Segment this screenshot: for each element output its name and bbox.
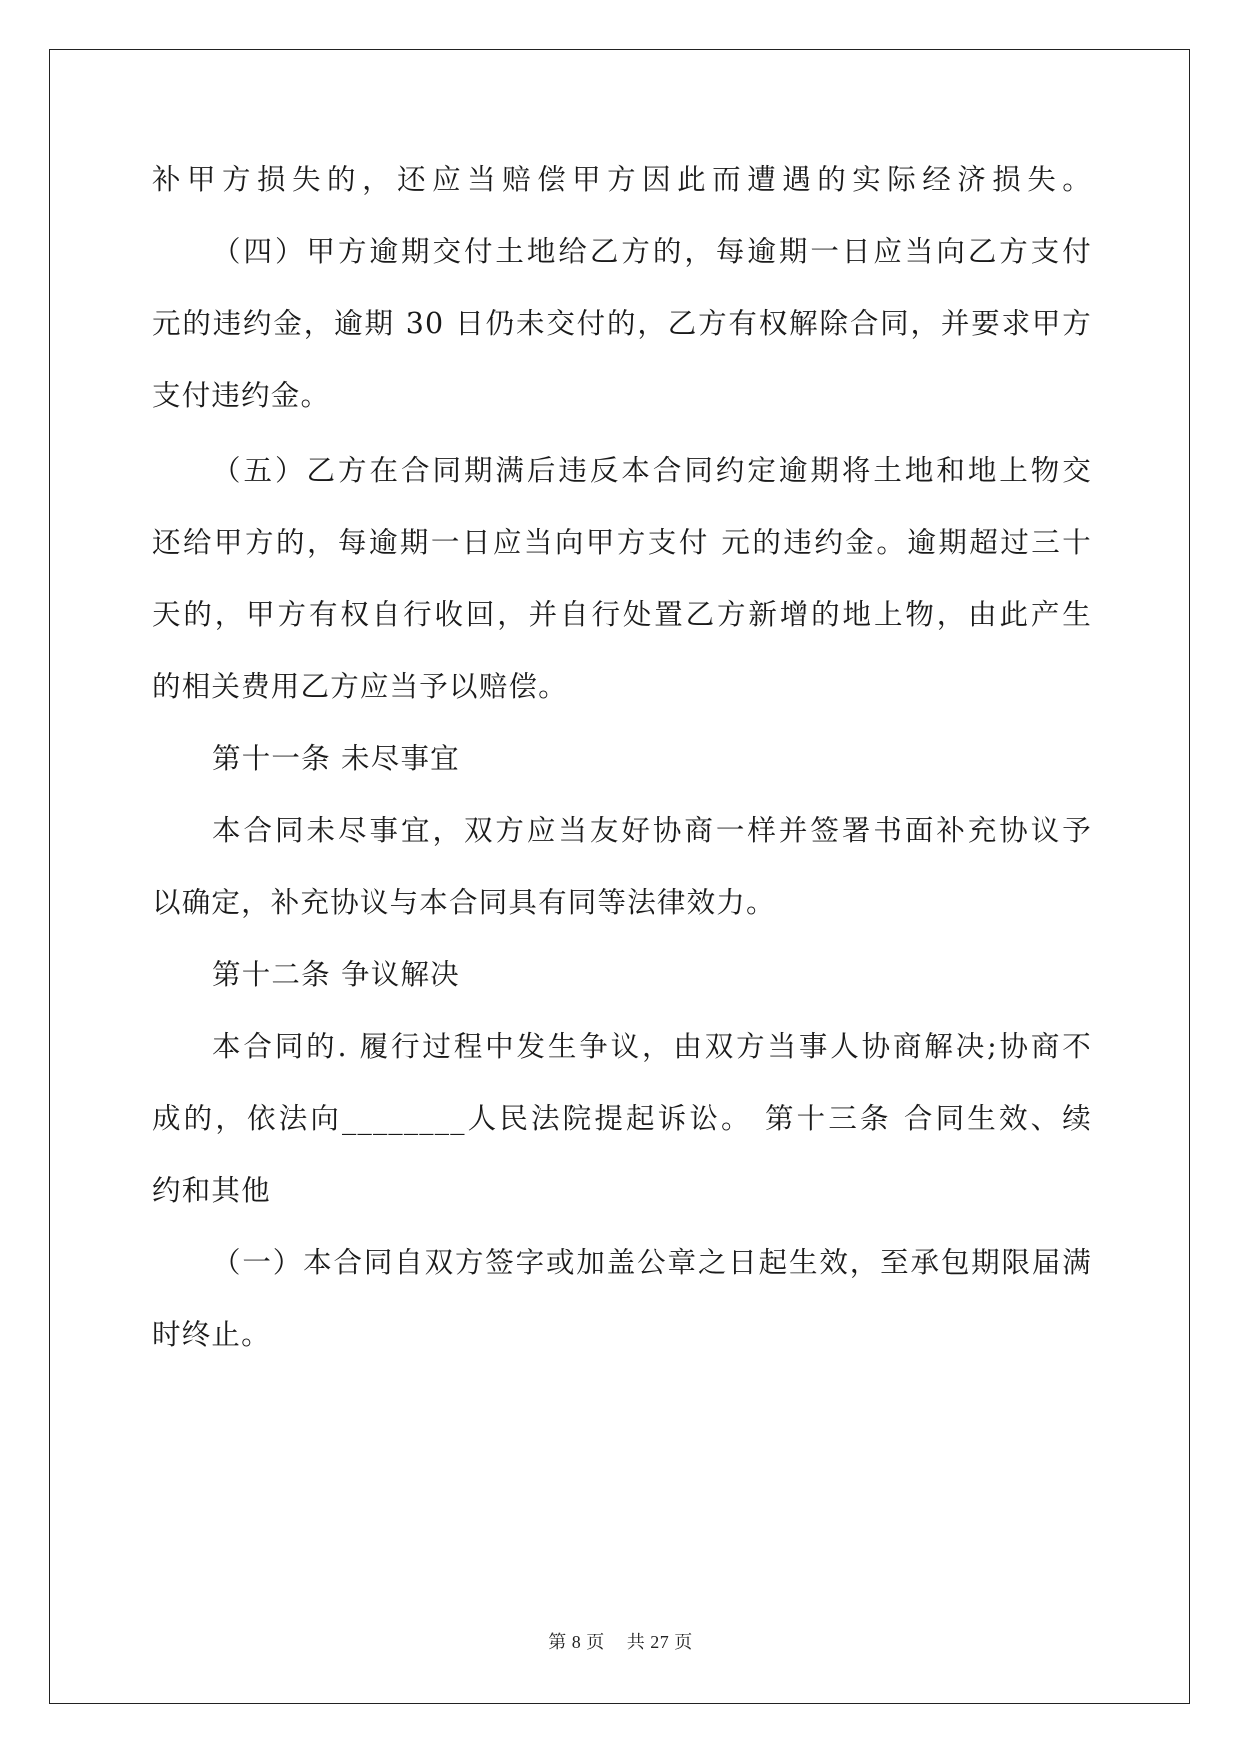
text-line: 的相关费用乙方应当予以赔偿。 — [152, 670, 568, 703]
section-heading: 第十二条 争议解决 — [212, 958, 460, 991]
text-line: 还给甲方的，每逾期一日应当向甲方支付 元的违约金。逾期超过三十 — [152, 526, 1092, 559]
page-border — [49, 49, 1190, 1704]
text-line: 成的，依法向________人民法院提起诉讼。 第十三条 合同生效、续 — [152, 1102, 1092, 1135]
text-line: 支付违约金。 — [152, 379, 331, 412]
page-number: 第 8 页 — [548, 1632, 605, 1652]
text-line: 本合同未尽事宜，双方应当友好协商一样并签署书面补充协议予 — [212, 814, 1092, 847]
text-line: （五）乙方在合同期满后违反本合同约定逾期将土地和地上物交 — [212, 454, 1092, 487]
text-line: 以确定，补充协议与本合同具有同等法律效力。 — [152, 886, 776, 919]
text-line: 补甲方损失的，还应当赔偿甲方因此而遭遇的实际经济损失。 — [152, 163, 1092, 196]
text-line: 约和其他 — [152, 1174, 271, 1207]
text-line: 元的违约金，逾期 30 日仍未交付的，乙方有权解除合同，并要求甲方 — [152, 307, 1092, 340]
text-line: 本合同的. 履行过程中发生争议，由双方当事人协商解决;协商不 — [212, 1030, 1092, 1063]
text-line: 时终止。 — [152, 1318, 271, 1351]
text-line: 天的，甲方有权自行收回，并自行处置乙方新增的地上物，由此产生 — [152, 598, 1092, 631]
page-footer — [0, 1628, 1241, 1654]
text-line: （一）本合同自双方签字或加盖公章之日起生效，至承包期限届满 — [212, 1246, 1092, 1279]
page-total: 共 27 页 — [626, 1632, 693, 1652]
section-heading: 第十一条 未尽事宜 — [212, 742, 460, 775]
text-line: （四）甲方逾期交付土地给乙方的，每逾期一日应当向乙方支付 — [212, 235, 1092, 268]
